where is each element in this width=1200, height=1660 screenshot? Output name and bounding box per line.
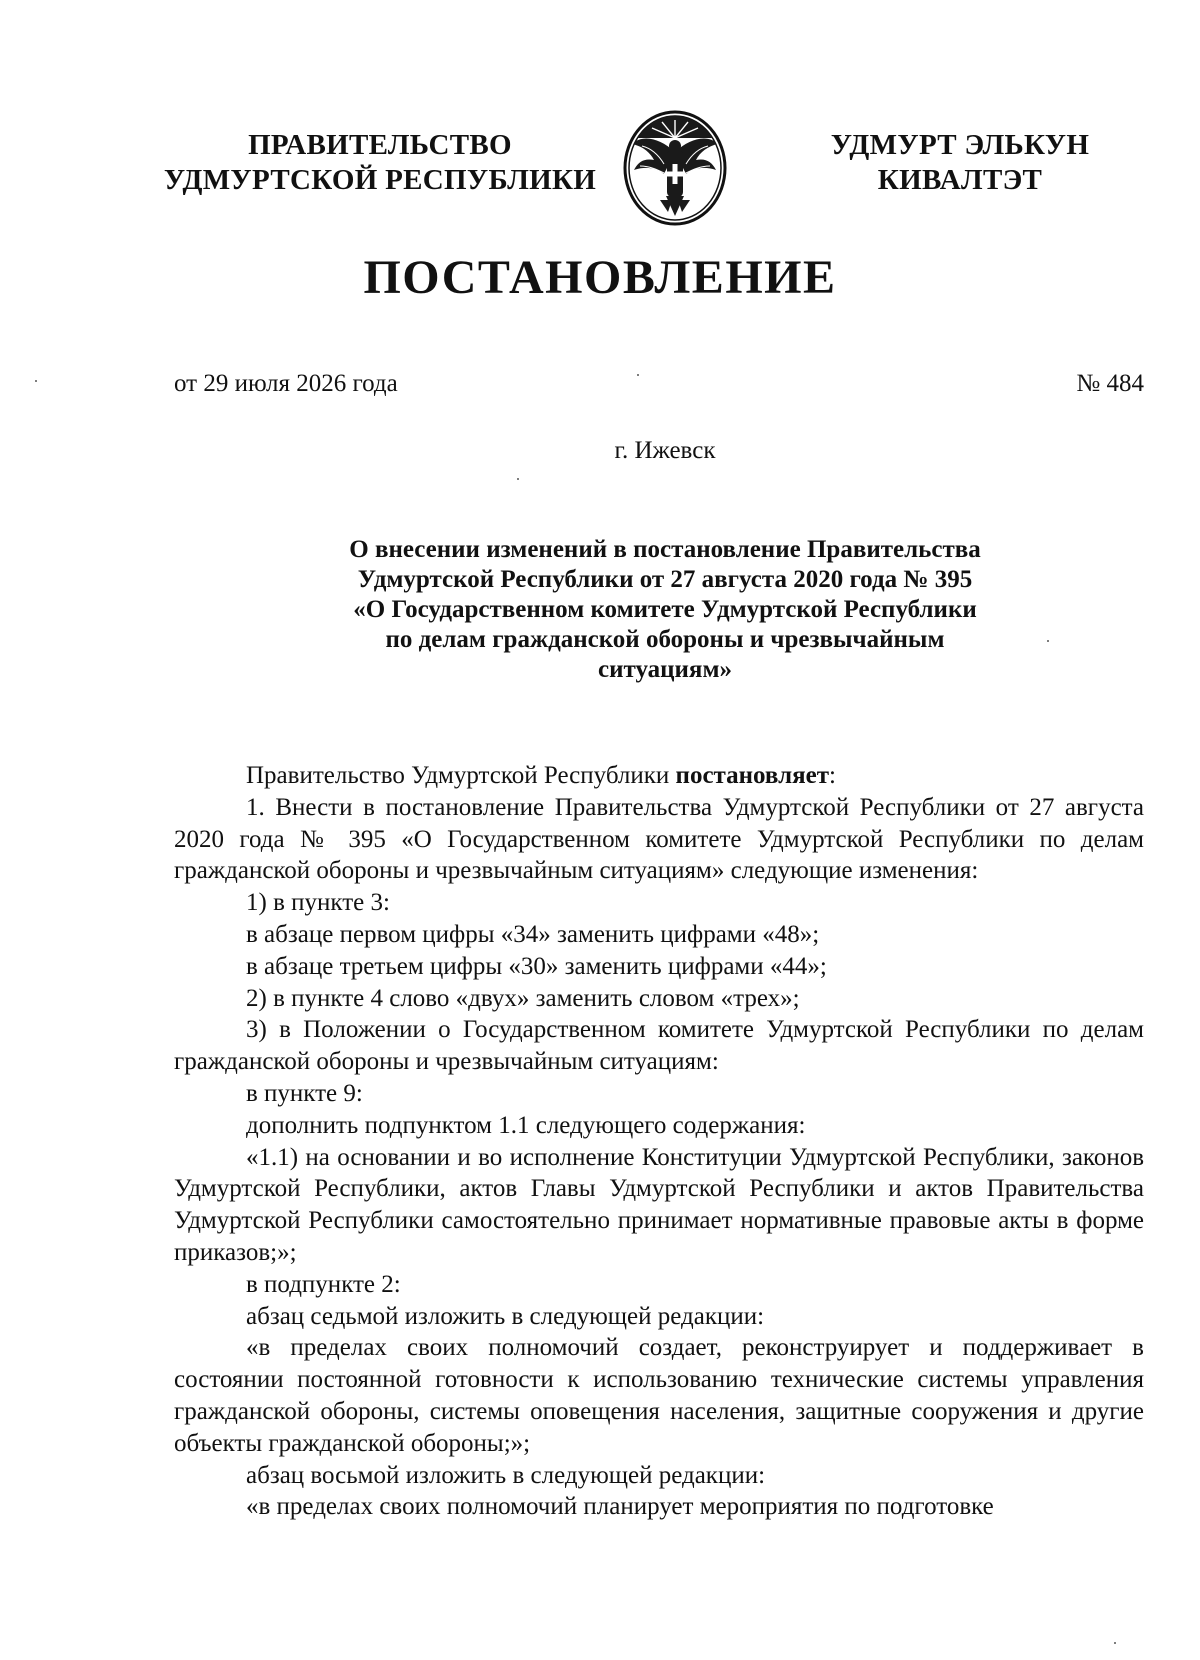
government-name-russian xyxy=(160,128,600,198)
scan-speck xyxy=(1114,1642,1116,1644)
document-city: г. Ижевск xyxy=(614,437,716,464)
document-type-heading: ПОСТАНОВЛЕНИЕ xyxy=(363,251,837,304)
document-body xyxy=(174,760,1144,1523)
letterhead xyxy=(0,128,1200,238)
title-line: Удмуртской Республики от 27 августа 2020 года № 395 xyxy=(357,566,973,593)
scan-speck xyxy=(35,380,37,382)
resolution-colon: : xyxy=(829,762,836,789)
body-paragraph: «в пределах своих полномочий создает, реконструирует и поддерживает в состоянии постоянной готовности к использованию технические системы управления гражданской обороны, системы оповещения населения, защитные сооружения и другие объекты гражданской обороны;»; xyxy=(174,1334,1144,1457)
government-name-line1: ПРАВИТЕЛЬСТВО xyxy=(248,129,512,161)
government-name-line2: УДМУРТСКОЙ РЕСПУБЛИКИ xyxy=(163,164,597,196)
resolution-preamble: Правительство Удмуртской Республики xyxy=(246,762,676,789)
body-paragraph xyxy=(174,760,1144,792)
body-paragraph: 1. Внести в постановление Правительства Удмуртской Республики от 27 августа 2020 года № 395 «О Государственном комитете Удмуртской Республики по делам гражданской обороны и чрезвычайным ситуациям» следующие изменения: xyxy=(174,793,1144,885)
scan-speck xyxy=(1047,640,1049,642)
government-name-udmurt xyxy=(810,128,1110,198)
body-paragraph: «1.1) на основании и во исполнение Конституции Удмуртской Республики, законов Удмуртской Республики, актов Главы Удмуртской Республики и актов Правительства Удмуртской Республики самостоятельно принимает нормативные правовые акты в форме приказов;»; xyxy=(174,1143,1144,1266)
document-title xyxy=(250,535,1080,685)
body-paragraph: дополнить подпунктом 1.1 следующего содержания: xyxy=(246,1111,806,1139)
scan-speck xyxy=(517,478,519,480)
body-paragraph: 3) в Положении о Государственном комитете Удмуртской Республики по делам гражданской обороны и чрезвычайным ситуациям: xyxy=(174,1016,1144,1076)
body-paragraph: 1) в пункте 3: xyxy=(246,889,390,917)
body-paragraph: в абзаце первом цифры «34» заменить цифрами «48»; xyxy=(246,920,820,948)
body-paragraph: абзац восьмой изложить в следующей редакции: xyxy=(246,1461,766,1489)
government-name-udmurt-line2: КИВАЛТЭТ xyxy=(877,164,1043,196)
body-paragraph: в подпункте 2: xyxy=(246,1270,401,1298)
title-line: «О Государственном комитете Удмуртской Республики xyxy=(353,596,977,623)
body-paragraph: «в пределах своих полномочий планирует мероприятия по подготовке xyxy=(246,1493,994,1521)
document-number: № 484 xyxy=(1076,370,1144,397)
document-date: от 29 июля 2026 года xyxy=(174,370,398,397)
title-line: по делам гражданской обороны и чрезвычайным xyxy=(385,626,945,653)
body-paragraph: абзац седьмой изложить в следующей редакции: xyxy=(246,1302,765,1330)
scan-speck xyxy=(637,374,639,376)
body-paragraph: в абзаце третьем цифры «30» заменить цифрами «44»; xyxy=(246,952,827,980)
government-name-udmurt-line1: УДМУРТ ЭЛЬКУН xyxy=(830,129,1090,161)
body-paragraph: в пункте 9: xyxy=(246,1079,363,1107)
title-line: ситуациям» xyxy=(598,656,732,683)
body-paragraph: 2) в пункте 4 слово «двух» заменить словом «трех»; xyxy=(246,984,800,1012)
resolution-verb: постановляет xyxy=(675,762,830,789)
title-line: О внесении изменений в постановление Правительства xyxy=(349,536,981,563)
coat-of-arms-icon xyxy=(620,108,730,228)
